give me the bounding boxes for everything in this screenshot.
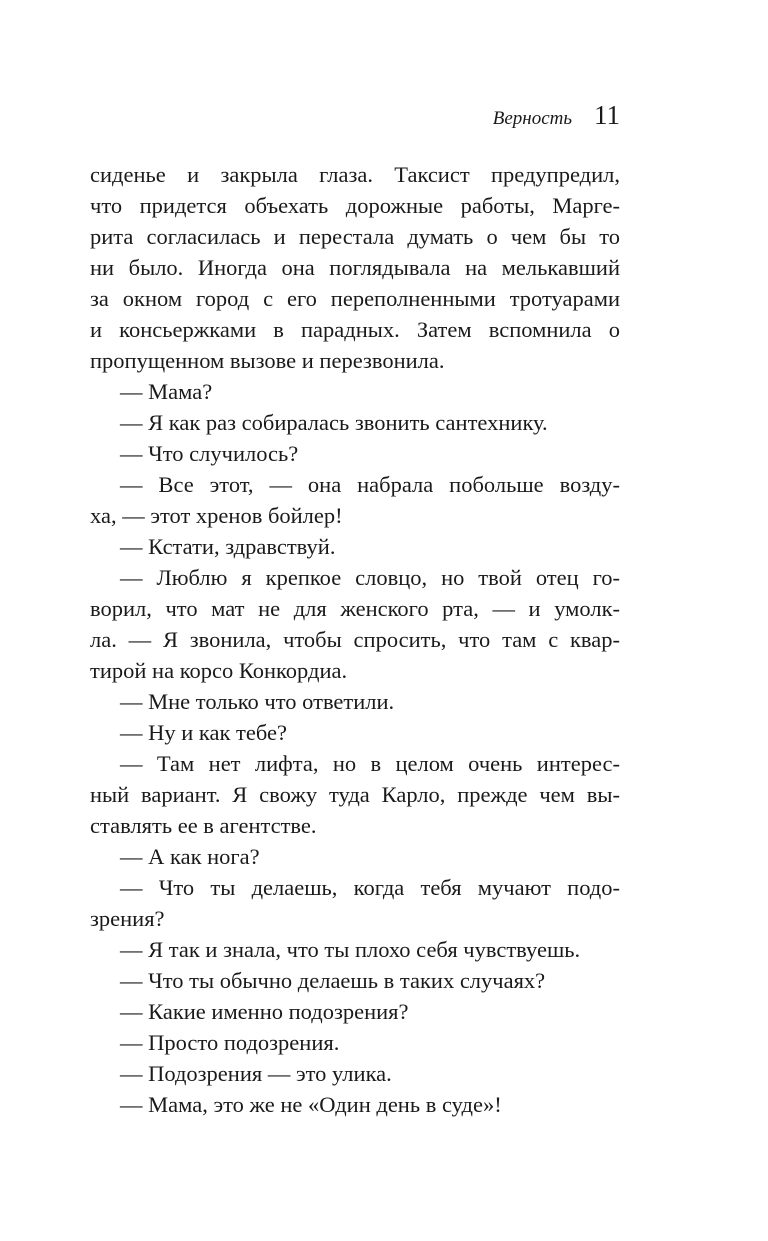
dialogue-line: — Подозрения — это улика. [120,1061,392,1086]
running-head [493,100,620,131]
text-line: и консьержками в парадных. Затем вспомнила о [90,317,620,342]
running-title: Верность [492,108,572,129]
dialogue-line: — Кстати, здравствуй. [120,534,336,559]
dialogue-line: — Мама, это же не «Один день в суде»! [120,1092,502,1117]
dialogue-line: — Я как раз собиралась звонить сантехнику. [120,410,548,435]
dialogue-line: — Что ты делаешь, когда тебя мучают подо- [120,875,620,900]
dialogue-line: — Я так и знала, что ты плохо себя чувствуешь. [120,937,581,962]
dialogue-line: — Мама? [120,379,213,404]
dialogue-line: ла. — Я звонила, чтобы спросить, что там с квар- [90,627,620,652]
text-line: за окном город с его переполненными тротуарами [90,286,620,311]
dialogue-line: тирой на корсо Конкордиа. [90,658,348,683]
dialogue-line: — Все этот, — она набрала побольше возду- [120,472,620,497]
dialogue-line: ный вариант. Я свожу туда Карло, прежде чем вы- [90,782,620,807]
text-line: сиденье и закрыла глаза. Таксист предупредил, [90,162,620,187]
dialogue-line: — Мне только что ответили. [120,689,395,714]
page-number: 11 [594,100,620,130]
dialogue-line: — Что случилось? [120,441,299,466]
dialogue-line: — Просто подозрения. [120,1030,340,1055]
dialogue-line: зрения? [90,906,165,931]
dialogue-line: ха, — этот хренов бойлер! [90,503,343,528]
dialogue-line: — А как нога? [120,844,260,869]
dialogue-line: — Что ты обычно делаешь в таких случаях? [120,968,546,993]
text-line: пропущенном вызове и перезвонила. [90,348,445,373]
text-line: рита согласилась и перестала думать о чем бы то [90,224,620,249]
body-text [90,159,620,1120]
dialogue-line: — Ну и как тебе? [120,720,287,745]
dialogue-line: — Какие именно подозрения? [120,999,409,1024]
text-line: что придется объехать дорожные работы, Марге- [90,193,620,218]
dialogue-line: ворил, что мат не для женского рта, — и умолк- [90,596,620,621]
dialogue-line: — Люблю я крепкое словцо, но твой отец го- [120,565,620,590]
dialogue-line: ставлять ее в агентстве. [90,813,317,838]
text-line: ни было. Иногда она поглядывала на мелькавший [90,255,620,280]
dialogue-line: — Там нет лифта, но в целом очень интерес- [120,751,620,776]
